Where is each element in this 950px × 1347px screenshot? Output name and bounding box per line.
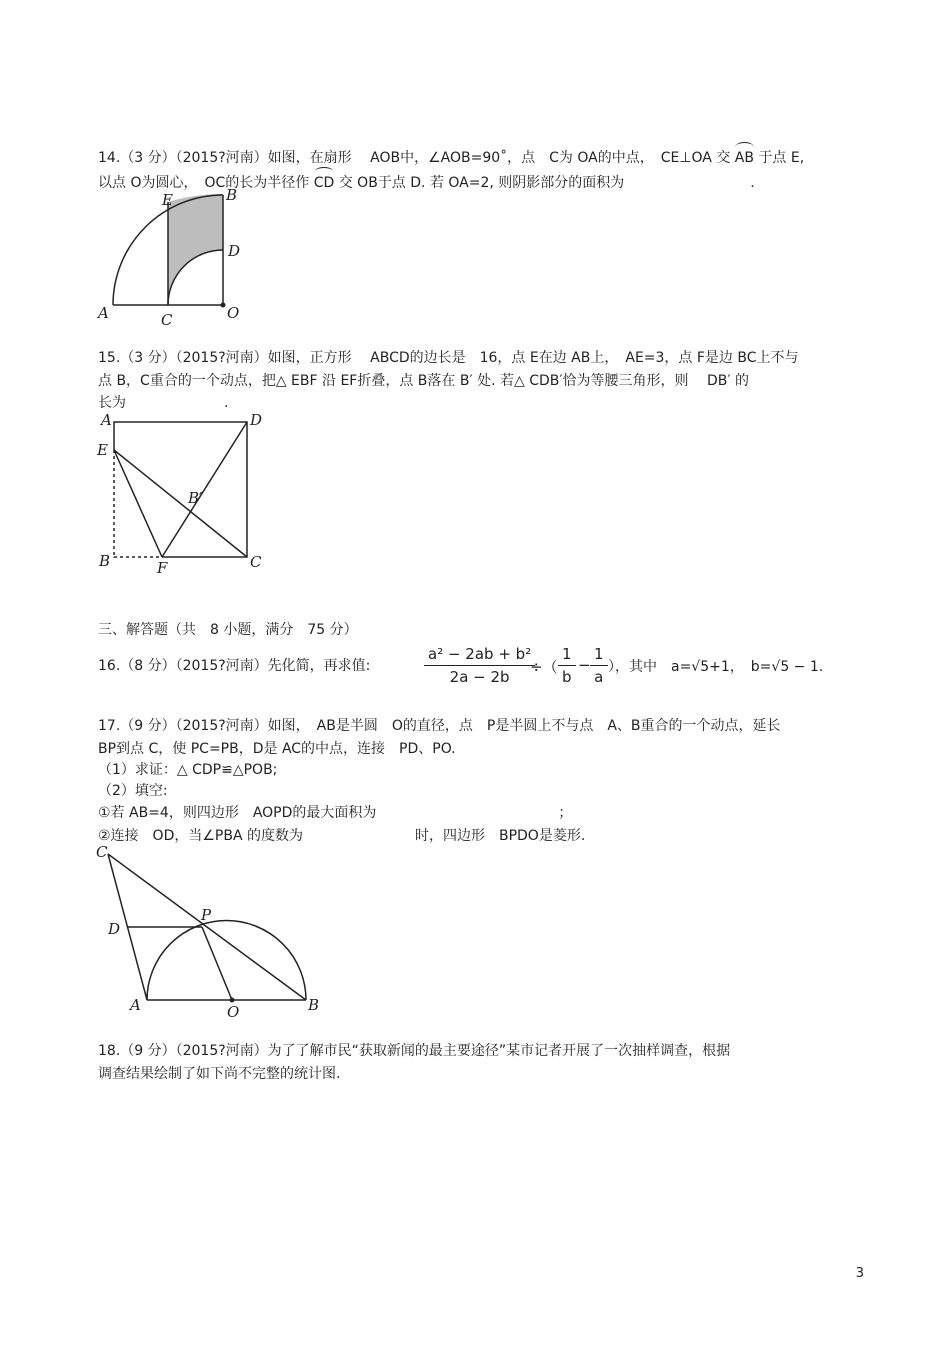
- label-c: C: [161, 311, 173, 329]
- q17-line2: BP到点 C，使 PC=PB，D是 AC的中点，连接 PD、PO.: [98, 741, 456, 757]
- q16-suffix: ），其中 a=√5+1， b=√5 − 1.: [608, 659, 824, 675]
- page-number: 3: [855, 1266, 864, 1281]
- frac3-numerator: 1: [590, 645, 608, 666]
- q16-divide: ÷（: [530, 658, 558, 676]
- arc-cd-label: CD: [314, 167, 335, 193]
- label-a: A: [130, 996, 141, 1014]
- q15-line1: 15.（3 分）（2015?河南）如图，正方形 ABCD的边长是 16，点 E在边 AB上， AE=3，点 F是边 BC上不与: [98, 350, 799, 366]
- label-e: E: [97, 441, 108, 459]
- segment-fd: [162, 422, 247, 557]
- q16-fraction-3: [590, 645, 608, 686]
- q15-square-figure: [90, 410, 280, 580]
- q15-line2: 点 B，C重合的一个动点，把△ EBF 沿 EF折叠，点 B落在 B′ 处. 若△ CDB′恰为等腰三角形，则 DB′ 的: [98, 373, 750, 389]
- section-3-heading: 三、解答题（共 8 小题，满分 75 分）: [98, 622, 358, 638]
- label-c: C: [250, 553, 262, 571]
- q14-line1: [98, 142, 804, 168]
- label-e: E: [162, 191, 173, 209]
- q18-line1: 18.（9 分）（2015?河南）为了了解市民“获取新闻的最主要途径”某市记者开展了一次抽样调查，根据: [98, 1043, 731, 1059]
- label-b: B: [226, 186, 238, 204]
- q14-line2-text: 以点 O为圆心， OC的长为半径作: [98, 175, 310, 191]
- segment-ec: [114, 450, 247, 557]
- arc-ab-label: AB: [735, 142, 754, 168]
- label-o: O: [227, 1003, 240, 1021]
- segment-ef: [114, 450, 162, 557]
- label-c: C: [96, 843, 108, 861]
- point-o: [221, 303, 226, 308]
- q14-line1-end: 于点 E,: [758, 150, 805, 166]
- point-o: [230, 998, 235, 1003]
- q16-fraction-2: [558, 645, 576, 686]
- label-a: A: [98, 304, 109, 322]
- label-b: B: [99, 552, 111, 570]
- q17-line1: 17.（9 分）（2015?河南）如图， AB是半圆 O的直径，点 P是半圆上不与点 A、B重合的一个动点，延长: [98, 718, 781, 734]
- q14-sector-figure: [90, 185, 250, 335]
- label-d: D: [250, 411, 263, 429]
- q16-prefix: 16.（8 分）（2015?河南）先化简，再求值:: [98, 658, 371, 674]
- q17-line3: （1）求证：△ CDP≌△POB;: [98, 762, 278, 778]
- square-abcd: [114, 422, 247, 557]
- q15-line3: 长为 .: [98, 395, 229, 411]
- label-d: D: [108, 920, 121, 938]
- shaded-region: [168, 194, 223, 305]
- label-b-prime: B′: [188, 489, 203, 507]
- frac1-denominator: 2a − 2b: [449, 668, 510, 686]
- q16-minus: −: [578, 656, 591, 674]
- label-d: D: [228, 242, 241, 260]
- frac2-numerator: 1: [558, 645, 576, 666]
- q14-line2-end: 交 OB于点 D. 若 OA=2, 则阴影部分的面积为 .: [338, 175, 755, 191]
- q17-line5: ①若 AB=4，则四边形 AOPD的最大面积为 ；: [98, 805, 573, 821]
- q17-semicircle-figure: [90, 840, 330, 1025]
- label-f: F: [157, 559, 168, 577]
- label-a: A: [101, 411, 112, 429]
- frac3-denominator: a: [594, 668, 604, 686]
- q17-line6: ②连接 OD，当∠PBA 的度数为 时，四边形 BPDO是菱形.: [98, 828, 586, 844]
- label-p: P: [201, 906, 212, 924]
- label-o: O: [227, 304, 240, 322]
- frac2-denominator: b: [562, 668, 572, 686]
- segment-po: [202, 927, 232, 1000]
- q16-fraction-1: [424, 645, 535, 686]
- q14-line1-text: 14.（3 分）（2015?河南）如图，在扇形 AOB中，∠AOB=90˚，点 C为 OA的中点， CE⊥OA 交: [98, 150, 731, 166]
- frac1-numerator: a² − 2ab + b²: [424, 645, 535, 666]
- label-b: B: [308, 996, 320, 1014]
- q17-line4: （2）填空:: [98, 783, 168, 799]
- q18-line2: 调查结果绘制了如下尚不完整的统计图.: [98, 1066, 341, 1082]
